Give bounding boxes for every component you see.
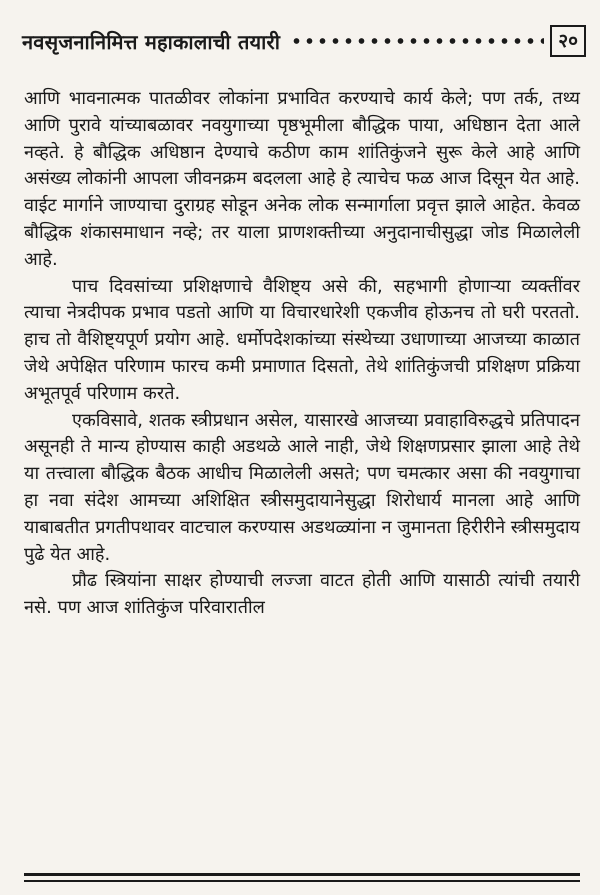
footer-rule-thin xyxy=(24,880,580,882)
paragraph-1: आणि भावनात्मक पातळीवर लोकांना प्रभावित करण्याचे कार्य केले; पण तर्क, तथ्य आणि पुरावे यांच्याबळावर नवयुगाच्या पृष्ठभूमीला बौद्धिक पाया, अधिष्ठान देता आले नव्हते. हे बौद्धिक अधिष्ठान देण्याचे कठीण काम शांतिकुंजने सुरू केले आहे आणि असंख्य लोकांनी आपला जीवनक्रम बदलला आहे हे त्याचेच फळ आज दिसून येत आहे. वाईट मार्गाने जाण्याचा दुराग्रह सोडून अनेक लोक सन्मार्गाला प्रवृत्त झाले आहेत. केवळ बौद्धिक शंकासमाधान नव्हे; तर याला प्राणशक्तीच्या अनुदानाचीसुद्धा जोड मिळालेली आहे. xyxy=(24,88,580,270)
footer-rule-thick xyxy=(24,873,580,876)
page-number-box: २० xyxy=(550,25,586,57)
header-title: नवसृजनानिमित्त महाकालाची तयारी xyxy=(22,29,281,54)
running-header xyxy=(22,22,586,60)
paragraph-4: प्रौढ स्त्रियांना साक्षर होण्याची लज्जा वाटत होती आणि यासाठी त्यांची तयारी नसे. पण आज शांतिकुंज परिवारातील xyxy=(24,570,580,619)
body-text xyxy=(24,86,580,622)
header-dot-leader xyxy=(290,37,544,45)
paragraph-3: एकविसावे, शतक स्त्रीप्रधान असेल, यासारखे आजच्या प्रवाहाविरुद्धचे प्रतिपादन असूनही ते मान्य होण्यास काही अडथळे आले नाही, जेथे शिक्षणप्रसार झाला आहे तेथे या तत्त्वाला बौद्धिक बैठक आधीच मिळालेली असते; पण चमत्कार असा की नवयुगाचा हा नवा संदेश आमच्या अशिक्षित स्त्रीसमुदायानेसुद्धा शिरोधार्य मानला आहे आणि याबाबतीत प्रगतीपथावर वाटचाल करण्यास अडथळ्यांना न जुमानता हिरीरीने स्त्रीसमुदाय पुढे येत आहे. xyxy=(24,409,580,565)
paragraph-2: पाच दिवसांच्या प्रशिक्षणाचे वैशिष्ट्य असे की, सहभागी होणाऱ्या व्यक्तींवर त्याचा नेत्रदीपक प्रभाव पडतो आणि या विचारधारेशी एकजीव होऊनच तो घरी परततो. हाच तो वैशिष्ट्यपूर्ण प्रयोग आहे. धर्मोपदेशकांच्या संस्थेच्या उधाणाच्या आजच्या काळात जेथे अपेक्षित परिणाम फारच कमी प्रमाणात दिसतो, तेथे शांतिकुंजची प्रशिक्षण प्रक्रिया अभूतपूर्व परिणाम करते. xyxy=(24,275,580,404)
